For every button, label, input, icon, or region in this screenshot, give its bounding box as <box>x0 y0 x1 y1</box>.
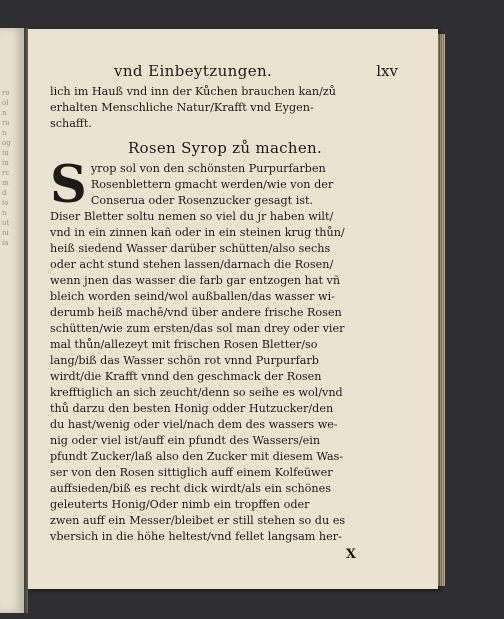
text-line: wenn jnen das wasser die farb gar entzogen hat vñ <box>50 274 341 287</box>
section-heading: Rosen Syrop zů machen. <box>127 139 323 157</box>
left-page-edge <box>0 28 24 613</box>
text-line: Conserua oder Rosenzucker gesagt ist. <box>90 194 314 207</box>
text-line: pfundt Zucker/laß also den Zucker mit diesem Was- <box>50 450 344 463</box>
text-line: du hast/wenig oder viel/nach dem des wassers we- <box>50 418 338 431</box>
text-line: schafft. <box>50 117 92 130</box>
text-line: vnd in ein zinnen kañ oder in ein steinen krug thůn/ <box>50 226 345 239</box>
text-line: erhalten Menschliche Natur/Krafft vnd Eygen- <box>50 101 314 114</box>
book-page <box>28 29 438 589</box>
text-line: zwen auff ein Messer/bleibet er still stehen so du es <box>50 514 346 527</box>
page-stack-edge <box>438 34 445 586</box>
text-line: geleuterts Honig/Oder nimb ein tropffen oder <box>50 498 310 511</box>
catchword-signature: X <box>345 547 356 562</box>
text-line: krefftiglich an sich zeucht/denn so seihe es wol/vnd <box>50 386 343 399</box>
text-line: schütten/wie zum ersten/das sol man drey oder vier <box>50 322 345 335</box>
text-line: oder acht stund stehen lassen/darnach die Rosen/ <box>50 258 334 271</box>
recipe-paragraph <box>50 155 400 545</box>
running-title: vnd Einbeytzungen. <box>114 62 273 80</box>
text-line: vbersich in die höhe heltest/vnd fellet langsam her- <box>50 530 342 543</box>
text-line: bleich worden seind/wol außballen/das wasser wi- <box>50 290 335 303</box>
folio-number: lxv <box>376 62 398 80</box>
text-line: lich im Hauß vnd inn der Kůchen brauchen kan/zů <box>50 85 336 98</box>
text-line: ser von den Rosen sittiglich auff einem Kolfeüwer <box>50 466 333 479</box>
text-line: nig oder viel ist/auff ein pfundt des Wassers/ein <box>50 434 321 447</box>
text-line: thů darzu den besten Honig odder Hutzucker/den <box>50 402 334 415</box>
text-line: derumb heiß machē/vnd über andere frische Rosen <box>50 306 342 319</box>
text-line: auffsieden/biß es recht dick wirdt/als ein schönes <box>50 482 331 495</box>
running-header <box>50 62 400 80</box>
text-line: mal thůn/allezeyt mit frischen Rosen Bletter/so <box>50 338 318 351</box>
left-page-show-through-text: ro ol n ro n og in in rc m d io n ut ni ia <box>2 89 11 247</box>
text-line: Rosenblettern gmacht werden/wie von der <box>90 178 334 191</box>
text-line: Diser Bletter soltu nemen so viel du jr haben wilt/ <box>50 210 334 223</box>
text-line: lang/biß das Wasser schön rot vnnd Purpurfarb <box>50 354 319 367</box>
drop-cap: S <box>50 155 87 215</box>
text-line: heiß siedend Wasser darüber schütten/also sechs <box>50 242 331 255</box>
text-line: yrop sol von den schönsten Purpurfarben <box>90 162 326 175</box>
page-text-block <box>50 62 400 563</box>
text-line: wirdt/die Krafft vnnd den geschmack der Rosen <box>50 370 322 383</box>
